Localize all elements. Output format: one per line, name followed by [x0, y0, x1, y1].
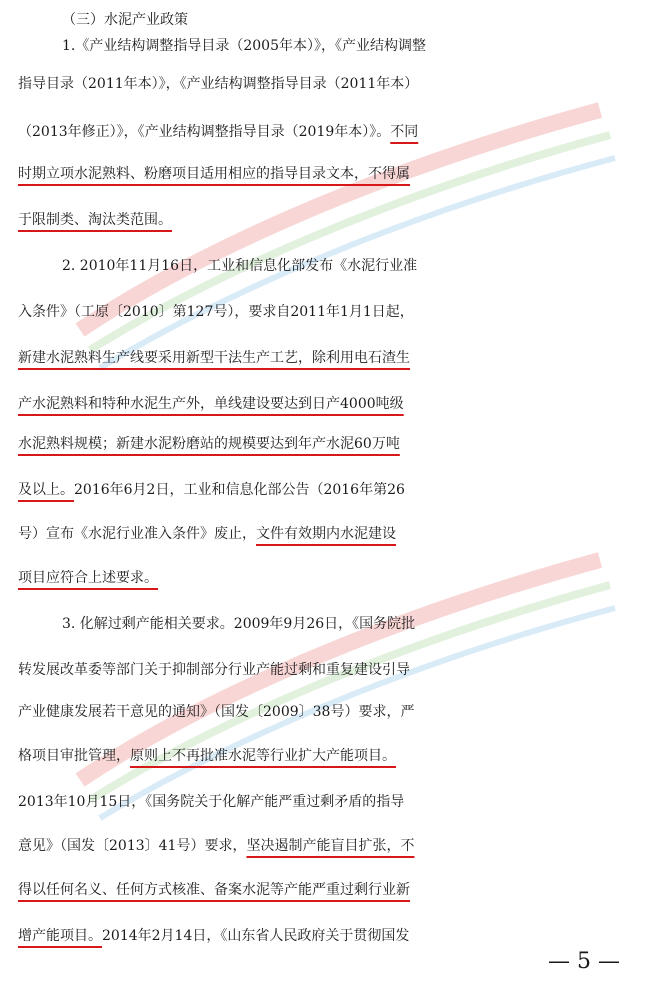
text-run: 号）宣布《水泥行业准入条件》废止，: [18, 526, 256, 542]
underlined-text: 及以上。: [18, 482, 74, 498]
body-line: [18, 292, 660, 332]
underlined-text: 水泥熟料规模；新建水泥粉磨站的规模要达到年产水泥60万吨: [18, 436, 400, 452]
underlined-text: 产水泥熟料和特种水泥生产外，单线建设要达到日产4000吨级: [18, 396, 404, 412]
text-run: 3. 化解过剩产能相关要求。2009年9月26日，《国务院批: [62, 616, 416, 632]
text-run: 2. 2010年11月16日，工业和信息化部发布《水泥行业准: [62, 258, 418, 274]
body-line: [18, 154, 660, 194]
text-run: 2016年6月2日，工业和信息化部公告（2016年第26: [74, 482, 405, 498]
text-run: 转发展改革委等部门关于抑制部分行业产能过剩和重复建设引导: [18, 662, 410, 678]
section-heading: （三）水泥产业政策: [62, 12, 188, 28]
page-number: — 5 —: [548, 949, 620, 974]
body-line: [18, 736, 660, 776]
body-line: [18, 558, 660, 598]
underlined-text: 不同: [390, 124, 419, 140]
text-run: 2014年2月14日，《山东省人民政府关于贯彻国发: [102, 928, 410, 944]
underlined-text: 原则上不再批准水泥等行业扩大产能项目。: [130, 748, 396, 764]
text-run: 意见》（国发〔2013〕41号）要求，: [18, 838, 247, 854]
underlined-text: 增产能项目。: [18, 928, 102, 944]
underlined-text: 于限制类、淘汰类范围。: [18, 212, 172, 228]
body-line: [18, 200, 660, 240]
text-run: （2013年修正）》，《产业结构调整指导目录（2019年本）》。: [18, 124, 391, 140]
body-line: [18, 112, 660, 152]
body-line: [18, 826, 660, 866]
body-line: [18, 692, 660, 732]
body-line: [18, 514, 660, 554]
body-line: [18, 338, 660, 378]
text-run: 产业健康发展若干意见的通知》（国发〔2009〕38号）要求，严: [18, 704, 415, 720]
body-line: [18, 782, 660, 822]
text-run: 2013年10月15日，《国务院关于化解产能严重过剩矛盾的指导: [18, 794, 405, 810]
body-line: [62, 26, 660, 66]
body-line: [18, 64, 660, 104]
text-run: 1.《产业结构调整指导目录（2005年本）》，《产业结构调整: [62, 38, 426, 54]
body-line: [62, 246, 660, 286]
underlined-text: 时期立项水泥熟料、粉磨项目适用相应的指导目录文本，不得属: [18, 166, 410, 182]
body-line: [18, 470, 660, 510]
body-line: [62, 604, 660, 644]
underlined-text: 项目应符合上述要求。: [18, 570, 158, 586]
underlined-text: 文件有效期内水泥建设: [256, 526, 396, 542]
body-line: [18, 424, 660, 464]
body-line: [18, 650, 660, 690]
underlined-text: 新建水泥熟料生产线要采用新型干法生产工艺，除利用电石渣生: [18, 350, 410, 366]
underlined-text: 得以任何名义、任何方式核准、备案水泥等产能严重过剩行业新: [18, 882, 410, 898]
text-run: 格项目审批管理，: [18, 748, 130, 764]
body-line: [18, 870, 660, 910]
text-run: 指导目录（2011年本）》，《产业结构调整指导目录（2011年本）: [18, 76, 419, 92]
text-run: 入条件》（工原〔2010〕第127号），要求自2011年1月1日起，: [18, 304, 414, 320]
underlined-text: 坚决遏制产能盲目扩张，不: [246, 838, 415, 854]
body-line: [18, 384, 660, 424]
